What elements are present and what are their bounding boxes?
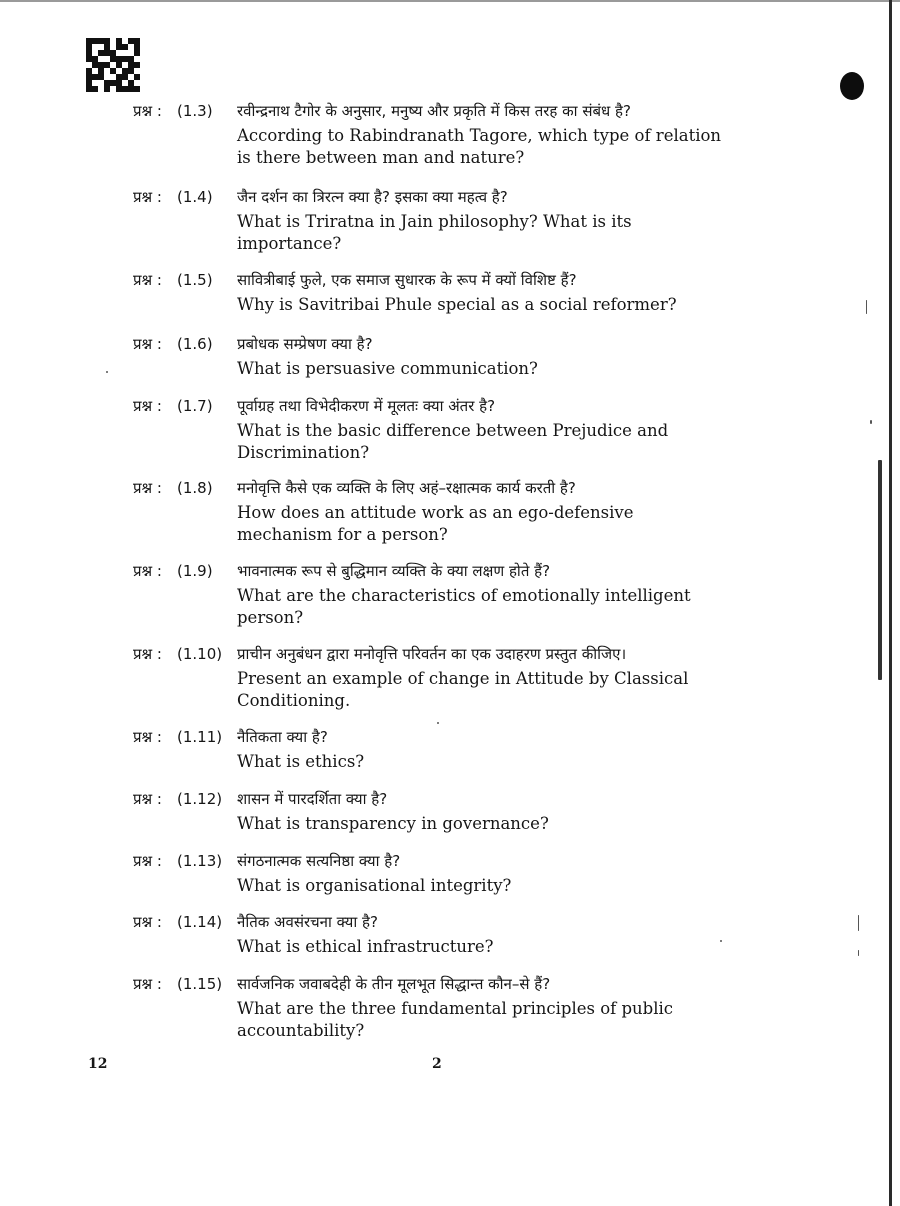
question-1-12 bbox=[133, 788, 733, 835]
question-english: What is transparency in governance? bbox=[237, 814, 549, 833]
top-edge-rule bbox=[0, 0, 900, 2]
question-label: प्रश्न : bbox=[133, 335, 162, 353]
question-hindi: पूर्वाग्रह तथा विभेदीकरण में मूलतः क्या अंतर है? bbox=[237, 397, 496, 415]
question-hindi: शासन में पारदर्शिता क्या है? bbox=[237, 790, 388, 808]
question-1-11 bbox=[133, 726, 733, 773]
question-1-6 bbox=[133, 333, 733, 380]
question-label: प्रश्न : bbox=[133, 479, 162, 497]
page-number: 2 bbox=[432, 1056, 442, 1072]
question-hindi: प्रबोधक सम्प्रेषण क्या है? bbox=[237, 335, 373, 353]
question-label: प्रश्न : bbox=[133, 975, 162, 993]
question-hindi: प्राचीन अनुबंधन द्वारा मनोवृत्ति परिवर्तन का एक उदाहरण प्रस्तुत कीजिए। bbox=[237, 645, 627, 663]
question-english: What is persuasive communication? bbox=[237, 359, 538, 378]
registration-dot bbox=[840, 72, 864, 100]
question-label: प्रश्न : bbox=[133, 645, 162, 663]
question-hindi: सावित्रीबाई फुले, एक समाज सुधारक के रूप में क्यों विशिष्ट हैं? bbox=[237, 271, 577, 289]
scan-speck bbox=[437, 722, 439, 724]
question-english: What is Triratna in Jain philosophy? What is its importance? bbox=[237, 212, 632, 253]
question-english: What is the basic difference between Prejudice and Discrimination? bbox=[237, 421, 669, 462]
question-1-14 bbox=[133, 911, 733, 958]
question-label: प्रश्न : bbox=[133, 397, 162, 415]
scan-speck bbox=[870, 420, 872, 424]
question-label: प्रश्न : bbox=[133, 271, 162, 289]
question-label: प्रश्न : bbox=[133, 852, 162, 870]
question-1-10 bbox=[133, 643, 733, 712]
question-english: What is ethical infrastructure? bbox=[237, 937, 494, 956]
question-1-3 bbox=[133, 100, 733, 169]
question-number: (1.11) bbox=[177, 728, 223, 746]
question-hindi: जैन दर्शन का त्रिरत्न क्या है? इसका क्या महत्व है? bbox=[237, 188, 508, 206]
question-number: (1.12) bbox=[177, 790, 223, 808]
scan-speck bbox=[866, 300, 867, 314]
scan-right-edge bbox=[889, 0, 892, 1206]
question-number: (1.4) bbox=[177, 188, 213, 206]
question-number: (1.5) bbox=[177, 271, 213, 289]
question-hindi: भावनात्मक रूप से बुद्धिमान व्यक्ति के क्या लक्षण होते हैं? bbox=[237, 562, 551, 580]
question-number: (1.6) bbox=[177, 335, 213, 353]
question-1-5 bbox=[133, 269, 733, 316]
question-label: प्रश्न : bbox=[133, 102, 162, 120]
question-number: (1.8) bbox=[177, 479, 213, 497]
question-english: How does an attitude work as an ego-defensive mechanism for a person? bbox=[237, 503, 634, 544]
question-1-7 bbox=[133, 395, 733, 464]
question-number: (1.10) bbox=[177, 645, 223, 663]
question-1-9 bbox=[133, 560, 733, 629]
question-1-4 bbox=[133, 186, 733, 255]
question-number: (1.13) bbox=[177, 852, 223, 870]
question-english: What is ethics? bbox=[237, 752, 365, 771]
question-number: (1.15) bbox=[177, 975, 223, 993]
question-hindi: नैतिकता क्या है? bbox=[237, 728, 328, 746]
scan-speck bbox=[720, 940, 722, 942]
page-code: 12 bbox=[88, 1056, 108, 1072]
question-number: (1.14) bbox=[177, 913, 223, 931]
question-hindi: सार्वजनिक जवाबदेही के तीन मूलभूत सिद्धान्त कौन–से हैं? bbox=[237, 975, 551, 993]
question-number: (1.7) bbox=[177, 397, 213, 415]
question-number: (1.3) bbox=[177, 102, 213, 120]
question-label: प्रश्न : bbox=[133, 913, 162, 931]
question-1-15 bbox=[133, 973, 733, 1042]
question-label: प्रश्न : bbox=[133, 728, 162, 746]
question-1-8 bbox=[133, 477, 733, 546]
question-english: What is organisational integrity? bbox=[237, 876, 512, 895]
scan-speck bbox=[106, 371, 108, 373]
question-hindi: रवीन्द्रनाथ टैगोर के अनुसार, मनुष्य और प्रकृति में किस तरह का संबंध है? bbox=[237, 102, 631, 120]
question-label: प्रश्न : bbox=[133, 188, 162, 206]
question-hindi: मनोवृत्ति कैसे एक व्यक्ति के लिए अहं–रक्षात्मक कार्य करती है? bbox=[237, 479, 576, 497]
scan-speck bbox=[858, 915, 859, 931]
question-1-13 bbox=[133, 850, 733, 897]
question-label: प्रश्न : bbox=[133, 790, 162, 808]
question-english: Present an example of change in Attitude by Classical Conditioning. bbox=[237, 669, 689, 710]
question-english: What are the characteristics of emotionally intelligent person? bbox=[237, 586, 691, 627]
question-number: (1.9) bbox=[177, 562, 213, 580]
question-english: Why is Savitribai Phule special as a social reformer? bbox=[237, 295, 677, 314]
question-hindi: संगठनात्मक सत्यनिष्ठा क्या है? bbox=[237, 852, 401, 870]
scan-speck bbox=[858, 950, 859, 956]
question-english: According to Rabindranath Tagore, which type of relation is there between man and nature? bbox=[237, 126, 722, 167]
question-label: प्रश्न : bbox=[133, 562, 162, 580]
question-hindi: नैतिक अवसंरचना क्या है? bbox=[237, 913, 378, 931]
qr-code bbox=[86, 38, 140, 92]
question-english: What are the three fundamental principles of public accountability? bbox=[237, 999, 674, 1040]
scan-edge-mark bbox=[878, 460, 882, 680]
